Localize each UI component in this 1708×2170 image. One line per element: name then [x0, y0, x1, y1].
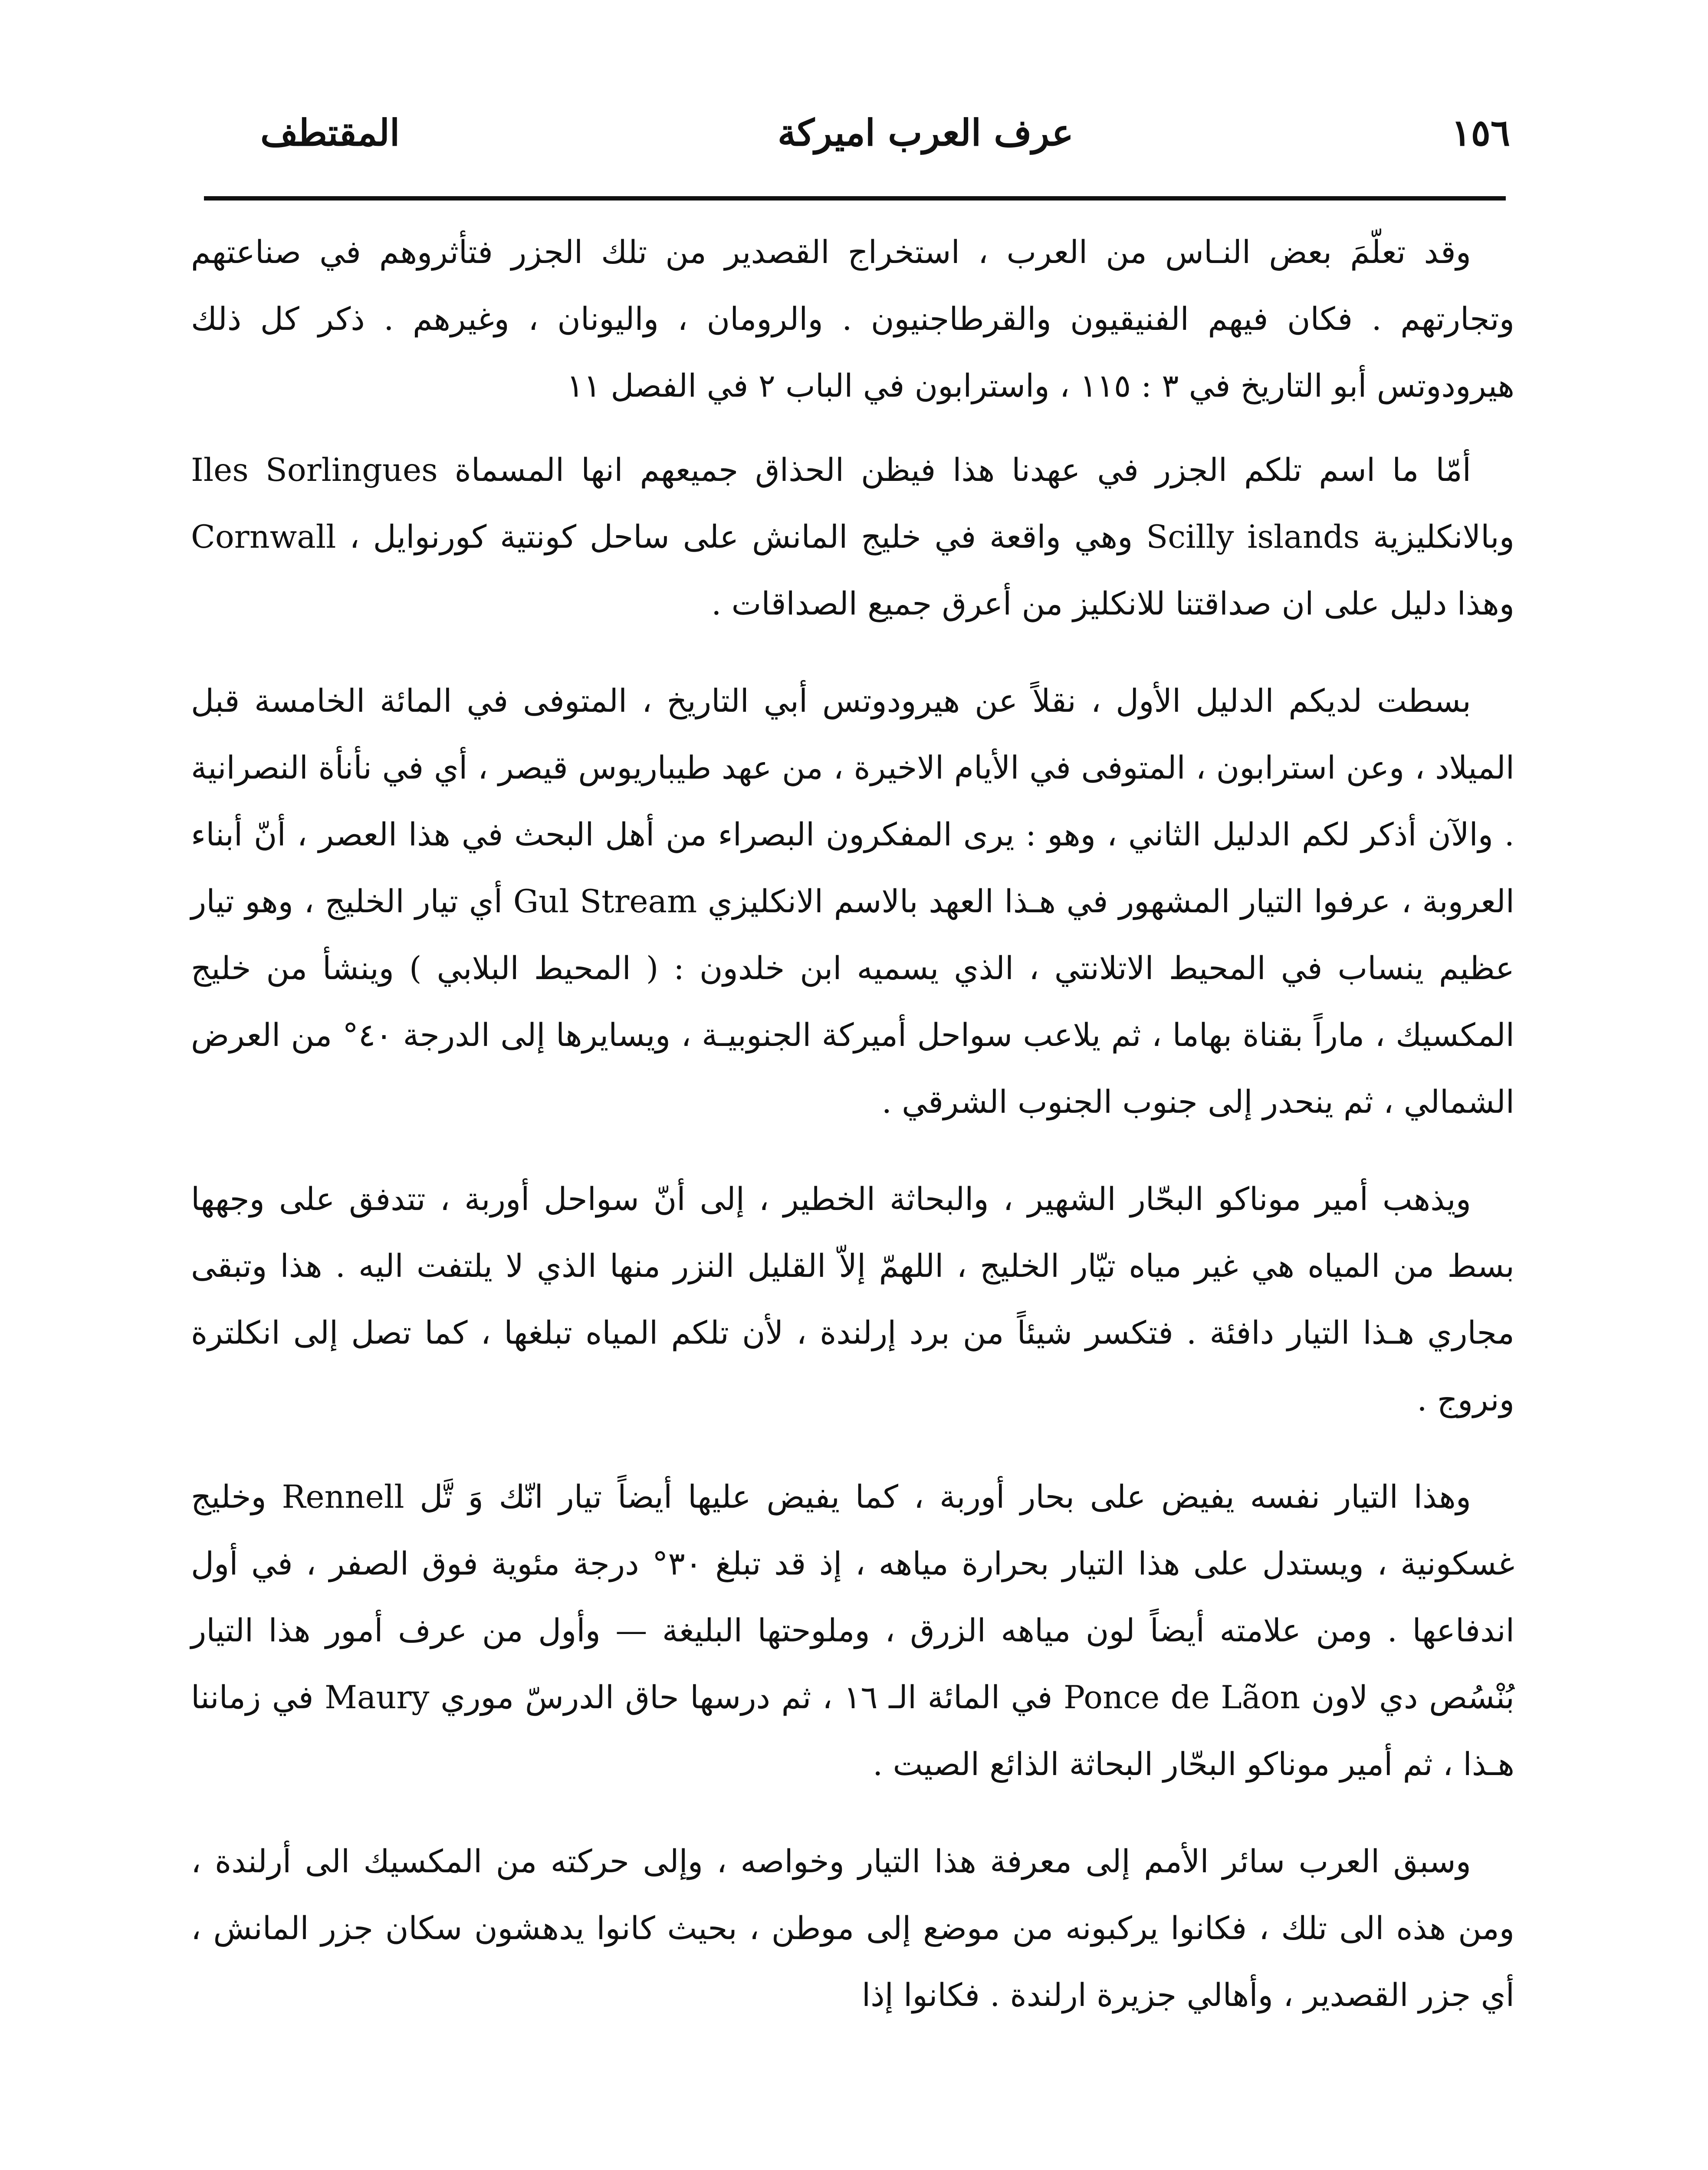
page-number: ١٥٦	[1451, 111, 1510, 154]
header-rule	[204, 196, 1506, 201]
paragraph-5: وهذا التيار نفسه يفيض على بحار أوربة ، كما يفيض عليها أيضاً تيار انّك وَ تَّل Rennell وخليج غسكونية ، ويستدل على هذا التيار بحرارة مياهه ، إذ قد تبلغ ٣٠° درجة مئوية فوق الصفر ، في أول اندفاعها . ومن علامته أيضاً لون مياهه الزرق ، وملوحتها البليغة — وأول من عرف أمور هذا التيار بُنْسُص دي لاون Ponce de Lãon في المائة الـ ١٦ ، ثم درسها حاق الدرسّ موري Maury في زماننا هـذا ، ثم أمير موناكو البحّار البحاثة الذائع الصيت .	[191, 1479, 1515, 1783]
paragraph-4: ويذهب أمير موناكو البحّار الشهير ، والبحاثة الخطير ، إلى أنّ سواحل أوربة ، تتدفق على وجهها بسط من المياه هي غير مياه تيّار الخليج ، اللهمّ إلاّ القليل النزر منها الذي لا يلتفت اليه . هذا وتبقى مجاري هـذا التيار دافئة . فتكسر شيئاً من برد إرلندة ، لأن تلكم المياه تبلغها ، كما تصل إلى انكلترة ونروج .	[191, 1181, 1514, 1418]
paragraph-3: بسطت لديكم الدليل الأول ، نقلاً عن هيرودوتس أبي التاريخ ، المتوفى في المائة الخامسة قبل الميلاد ، وعن استرابون ، المتوفى في الأيام الاخيرة ، من عهد طيباريوس قيصر ، أي في نأنأة النصرانية . والآن أذكر لكم الدليل الثاني ، وهو : يرى المفكرون البصراء من أهل البحث في هذا العصر ، أنّ أبناء العروبة ، عرفوا التيار المشهور في هـذا العهد بالاسم الانكليزي Gul Stream أي تيار الخليج ، وهو تيار عظيم ينساب في المحيط الاتلانتي ، الذي يسميه ابن خلدون : ( المحيط البلابي ) وينشأ من خليج المكسيك ، ماراً بقناة بهاما ، ثم يلاعب سواحل أميركة الجنوبيـة ، ويسايرها إلى الدرجة ٤٠° من العرض الشمالي ، ثم ينحدر إلى جنوب الجنوب الشرقي .	[191, 683, 1515, 1121]
paragraph-2: أمّا ما اسم تلكم الجزر في عهدنا هذا فيظن الحذاق جميعهم انها المسماة Iles Sorlingues وبالانكليزية Scilly islands وهي واقعة في خليج المانش على ساحل كونتية كورنوايل ، Cornwall وهذا دليل على ان صداقتنا للانكليز من أعرق جميع الصداقات .	[191, 452, 1514, 622]
journal-name: المقتطف	[260, 111, 400, 154]
paragraph-6: وسبق العرب سائر الأمم إلى معرفة هذا التيار وخواصه ، وإلى حركته من المكسيك الى أرلندة ، ومن هذه الى تلك ، فكانوا يركبونه من موضع إلى موطن ، بحيث كانوا يدهشون سكان جزر المانش ، أي جزر القصدير ، وأهالي جزيرة ارلندة . فكانوا إذا	[191, 1843, 1514, 2014]
paragraph-1: وقد تعلّمَ بعض النـاس من العرب ، استخراج القصدير من تلك الجزر فتأثروهم في صناعتهم وتجارتهم . فكان فيهم الفنيقيون والقرطاجنيون . والرومان ، واليونان ، وغيرهم . ذكر كل ذلك هيرودوتس أبو التاريخ في ٣ : ١١٥ ، واسترابون في الباب ٢ في الفصل ١١	[191, 234, 1514, 404]
article-body	[191, 219, 1514, 2059]
running-header	[260, 104, 1510, 161]
article-title: عرف العرب اميركة	[777, 111, 1074, 154]
